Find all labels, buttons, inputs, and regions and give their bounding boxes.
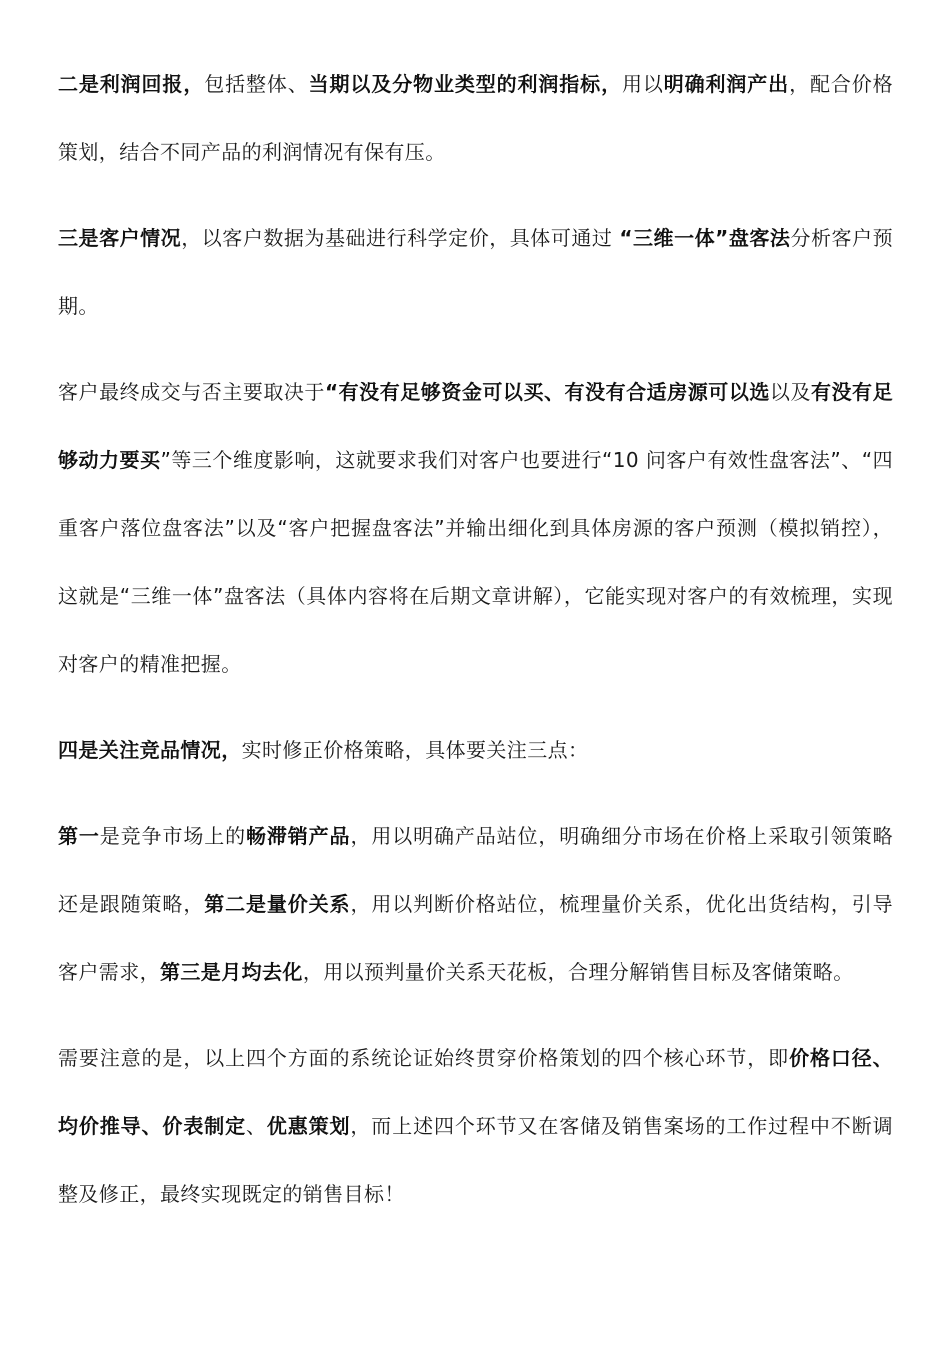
text-run: 客户最终成交与否主要取决于 <box>58 380 325 404</box>
bold-text: 优惠策划 <box>266 1114 351 1138</box>
bold-text: “三维一体”盘客法 <box>619 226 791 250</box>
text-run: ，用以判断价格站位，梳理量价关系，优化出货结构，引导客户需求， <box>58 892 893 984</box>
text-run: ，用以预判量价关系天花板，合理分解销售目标及客储策略。 <box>302 960 854 984</box>
bold-text: 第二是量价关系 <box>204 892 351 916</box>
bold-text: 二是利润回报， <box>58 72 205 96</box>
text-run: ”等三个维度影响，这就要求我们对客户也要进行“10 问客户有效性盘客法”、“四重客户落位盘客法”以及“客户把握盘客法”并输出细化到具体房源的客户预测（模拟销控），这就是“三维一体”盘客法（具体内容将在后期文章讲解），它能实现对客户的有效梳理，实现对客户的精准把握。 <box>58 448 894 676</box>
bold-text: 第一 <box>58 824 100 848</box>
paragraph-note <box>58 1024 893 1228</box>
bold-text: 三是客户情况 <box>58 226 182 250</box>
text-run: 需要注意的是，以上四个方面的系统论证始终贯穿价格策划的四个核心环节，即 <box>58 1046 790 1070</box>
text-run: 实时修正价格策略，具体要关注三点： <box>241 738 589 762</box>
paragraph-customer-deal <box>58 358 893 698</box>
bold-text: 明确利润产出 <box>663 72 790 96</box>
text-run: 包括整体、 <box>204 72 309 96</box>
bold-text: 畅滞销产品 <box>246 824 351 848</box>
bold-text: 四是关注竞品情况， <box>58 738 242 762</box>
paragraph-customer-situation <box>58 204 893 340</box>
bold-text: “有没有足够资金可以买、有没有合适房源可以选 <box>324 380 770 404</box>
bold-text: 价格口径、均价推导、价表制定 <box>58 1046 894 1138</box>
text-run: ，用以明确产品站位，明确细分市场在价格上采取引领策略还是跟随策略， <box>58 824 893 916</box>
text-run: ，以客户数据为基础进行科学定价，具体可通过 <box>181 226 620 250</box>
text-run: 以及 <box>769 380 811 404</box>
text-run: 、 <box>245 1114 267 1138</box>
bold-text: 第三是月均去化 <box>160 960 303 984</box>
text-run: ，配合价格策划，结合不同产品的利润情况有保有压。 <box>58 72 894 164</box>
text-run: 是竞争市场上的 <box>99 824 246 848</box>
text-run: 用以 <box>621 72 664 96</box>
text-run: 分析客户预期。 <box>58 226 893 318</box>
paragraph-profit-return <box>58 50 893 186</box>
text-run: ，而上述四个环节又在客储及销售案场的工作过程中不断调整及修正，最终实现既定的销售目标！ <box>58 1114 893 1206</box>
paragraph-three-points <box>58 802 893 1006</box>
paragraph-competitors <box>58 716 893 784</box>
bold-text: 有没有足够动力要买 <box>58 380 893 472</box>
bold-text: 当期以及分物业类型的利润指标， <box>308 72 622 96</box>
